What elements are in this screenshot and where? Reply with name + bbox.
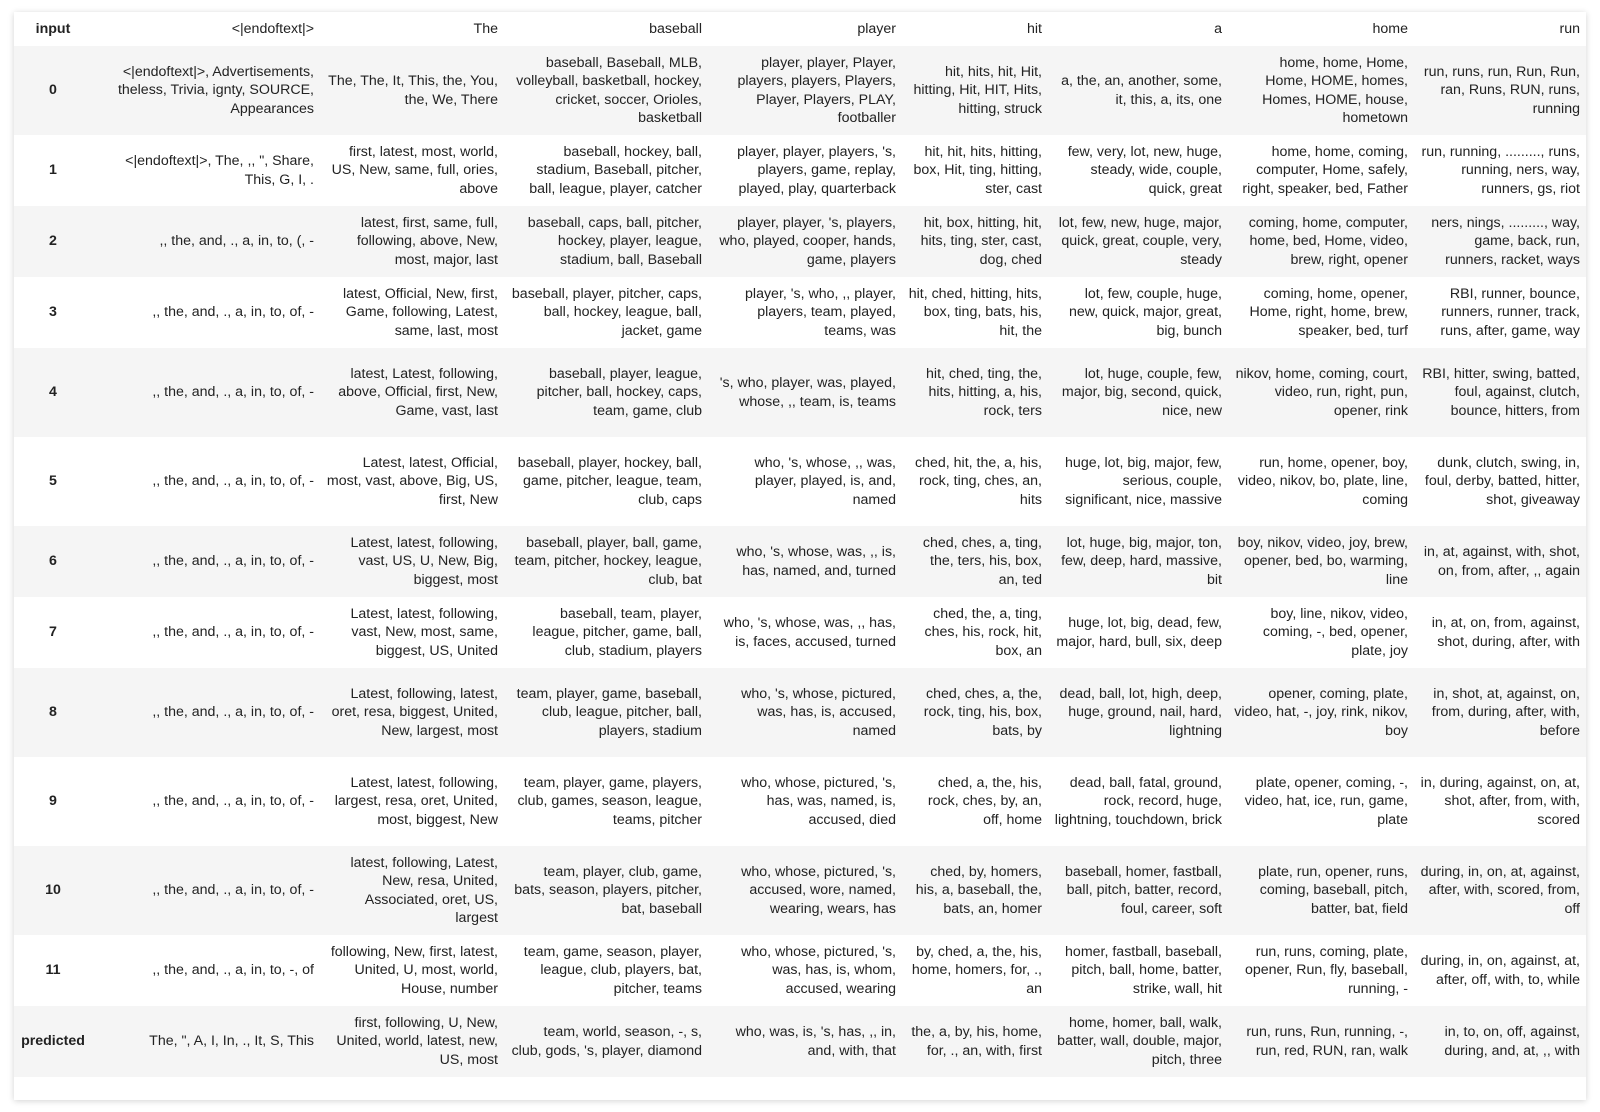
table-cell: latest, Latest, following, above, Official, first, New, Game, vast, last — [338, 365, 498, 419]
table-cell: Latest, latest, Official, most, vast, above, Big, US, first, New — [326, 454, 498, 508]
table-cell: team, player, club, game, bats, season, players, pitcher, bat, baseball — [514, 863, 702, 917]
table-cell: nikov, home, coming, court, video, run, right, pun, opener, rink — [1235, 365, 1408, 419]
column-header: hit — [902, 12, 1048, 46]
table-cell: baseball, caps, ball, pitcher, hockey, player, league, stadium, ball, Baseball — [527, 214, 702, 268]
table-cell: in, during, against, on, at, shot, after, from, with, scored — [1420, 774, 1580, 828]
table-cell: baseball, team, player, league, pitcher, game, ball, club, stadium, players — [532, 605, 702, 659]
table-cell: hit, ched, hitting, hits, box, ting, bats, his, hit, the — [908, 285, 1042, 339]
table-cell: hit, box, hitting, hit, hits, ting, ster, cast, dog, ched — [920, 214, 1042, 268]
table-cell: Latest, latest, following, largest, resa, oret, United, most, biggest, New — [334, 774, 498, 828]
table-cell: player, player, Player, players, players, Players, Player, Players, PLAY, footballer — [737, 54, 896, 126]
table-cell: who, was, is, 's, has, ,, in, and, with, that — [735, 1024, 896, 1059]
table-cell: baseball, Baseball, MLB, volleyball, basketball, hockey, cricket, soccer, Orioles, basketball — [516, 54, 702, 126]
table-cell: latest, first, same, full, following, above, New, most, major, last — [356, 214, 498, 268]
row-label: 7 — [49, 624, 57, 641]
table-cell: who, whose, pictured, 's, has, was, named, is, accused, died — [741, 774, 896, 828]
table-cell: ched, by, homers, his, a, baseball, the, bats, an, homer — [915, 863, 1042, 917]
table-cell: hit, ched, ting, the, hits, hitting, a, his, rock, ters — [926, 365, 1042, 419]
row-label: 1 — [49, 162, 57, 179]
column-header: home — [1228, 12, 1414, 46]
table-row — [14, 668, 1586, 757]
table-cell: few, very, lot, new, huge, steady, wide, couple, quick, great — [1067, 143, 1222, 197]
table-cell: ,, the, and, ., a, in, to, of, - — [152, 304, 314, 321]
table-cell: ched, ches, a, ting, the, ters, his, box, an, ted — [922, 534, 1042, 588]
table-cell: opener, coming, plate, video, hat, -, joy, rink, nikov, boy — [1234, 685, 1408, 739]
table-cell: ,, the, and, ., a, in, to, of, - — [152, 624, 314, 641]
table-cell: first, latest, most, world, US, New, same, full, ories, above — [331, 143, 498, 197]
table-cell: ,, the, and, ., a, in, to, of, - — [152, 882, 314, 899]
table-cell: coming, home, opener, Home, right, home, brew, speaker, bed, turf — [1249, 285, 1408, 339]
table-row — [14, 526, 1586, 597]
table-cell: ched, the, a, ting, ches, his, rock, hit, box, an — [924, 605, 1042, 659]
table-row — [14, 277, 1586, 348]
table-cell: home, homer, ball, walk, batter, wall, double, major, pitch, three — [1057, 1014, 1222, 1068]
table-cell: baseball, player, pitcher, caps, ball, hockey, league, ball, jacket, game — [511, 285, 702, 339]
table-cell: player, player, 's, players, who, played, cooper, hands, game, players — [719, 214, 896, 268]
table-cell: lot, huge, big, major, ton, few, deep, hard, massive, bit — [1061, 534, 1222, 588]
table-row — [14, 1006, 1586, 1077]
table-cell: ched, a, the, his, rock, ches, by, an, off, home — [927, 774, 1042, 828]
table-cell: dead, ball, fatal, ground, rock, record, huge, lightning, touchdown, brick — [1054, 774, 1222, 828]
row-label: 6 — [49, 553, 57, 570]
table-cell: homer, fastball, baseball, pitch, ball, home, batter, strike, wall, hit — [1065, 943, 1222, 997]
table-cell: lot, huge, couple, few, major, big, second, quick, nice, new — [1061, 365, 1222, 419]
table-cell: hit, hit, hits, hitting, box, Hit, ting, hitting, ster, cast — [913, 143, 1042, 197]
table-cell: boy, nikov, video, joy, brew, opener, bed, bo, warming, line — [1237, 534, 1408, 588]
table-row — [14, 46, 1586, 135]
table-cell: home, home, Home, Home, HOME, homes, Homes, HOME, house, hometown — [1262, 54, 1408, 126]
table-cell: player, player, players, 's, players, game, replay, played, play, quarterback — [737, 143, 896, 197]
table-cell: in, shot, at, against, on, from, during, after, with, before — [1431, 685, 1580, 739]
logit-lens-table — [14, 12, 1586, 1077]
table-cell: huge, lot, big, major, few, serious, couple, significant, nice, massive — [1065, 454, 1222, 508]
table-cell: lot, few, new, huge, major, quick, great, couple, very, steady — [1058, 214, 1222, 268]
table-cell: ,, the, and, ., a, in, to, of, - — [152, 473, 314, 490]
table-cell: ched, hit, the, a, his, rock, ting, ches, an, hits — [915, 454, 1042, 508]
table-cell: dunk, clutch, swing, in, foul, derby, batted, hitter, shot, giveaway — [1424, 454, 1580, 508]
table-cell: in, at, against, with, shot, on, from, after, ,, again — [1423, 544, 1580, 579]
table-cell: The, The, It, This, the, You, the, We, There — [328, 73, 498, 108]
table-row — [14, 757, 1586, 846]
table-cell: Latest, latest, following, vast, US, U, New, Big, biggest, most — [350, 534, 498, 588]
table-row — [14, 348, 1586, 437]
row-label: predicted — [21, 1033, 85, 1050]
column-header: run — [1414, 12, 1586, 46]
table-cell: team, world, season, -, s, club, gods, 's, player, diamond — [511, 1024, 702, 1059]
table-row — [14, 437, 1586, 526]
table-row — [14, 206, 1586, 277]
row-label: 10 — [45, 882, 61, 899]
table-cell: who, 's, whose, ,, was, player, played, is, and, named — [754, 454, 896, 508]
table-cell: plate, run, opener, runs, coming, baseball, pitch, batter, bat, field — [1258, 863, 1408, 917]
table-cell: dead, ball, lot, high, deep, huge, ground, nail, hard, lightning — [1059, 685, 1222, 739]
row-label: 3 — [49, 304, 57, 321]
table-cell: 's, who, player, was, played, whose, ,, team, is, teams — [719, 375, 896, 410]
table-cell: lot, few, couple, huge, new, quick, major, great, big, bunch — [1069, 285, 1222, 339]
table-cell: ,, the, and, ., a, in, to, of, - — [152, 553, 314, 570]
table-row — [14, 135, 1586, 206]
table-cell: plate, opener, coming, -, video, hat, ice, run, game, plate — [1244, 774, 1408, 828]
table-cell: player, 's, who, ,, player, players, team, played, teams, was — [745, 285, 896, 339]
column-header: The — [320, 12, 504, 46]
table-cell: Latest, following, latest, oret, resa, biggest, United, New, largest, most — [331, 685, 498, 739]
table-cell: run, runs, coming, plate, opener, Run, fly, baseball, running, - — [1245, 943, 1408, 997]
table-cell: latest, Official, New, first, Game, following, Latest, same, last, most — [342, 285, 498, 339]
row-label: 11 — [45, 962, 61, 979]
table-cell: baseball, homer, fastball, ball, pitch, batter, record, foul, career, soft — [1065, 863, 1222, 917]
table-cell: during, in, on, against, at, after, off, with, to, while — [1420, 953, 1580, 988]
table-cell: who, 's, whose, was, ,, is, has, named, and, turned — [736, 544, 896, 579]
table-cell: run, running, ........., runs, running, ners, way, runners, gs, riot — [1421, 143, 1580, 197]
row-label: 9 — [49, 793, 57, 810]
header-row — [14, 12, 1586, 46]
table-cell: latest, following, Latest, New, resa, United, Associated, oret, US, largest — [350, 854, 498, 926]
table-cell: first, following, U, New, United, world, latest, new, US, most — [336, 1014, 498, 1068]
table-cell: run, runs, Run, running, -, run, red, RUN, ran, walk — [1246, 1024, 1408, 1059]
table-cell: hit, hits, hit, Hit, hitting, Hit, HIT, Hits, hitting, struck — [913, 63, 1042, 117]
table-cell: baseball, hockey, ball, stadium, Baseball, pitcher, ball, league, player, catcher — [529, 143, 702, 197]
column-header: input — [14, 12, 92, 46]
table-cell: baseball, player, ball, game, team, pitcher, hockey, league, club, bat — [514, 534, 702, 588]
table-cell: <|endoftext|>, Advertisements, theless, Trivia, ignty, SOURCE, Appearances — [117, 63, 314, 117]
table-cell: run, runs, run, Run, Run, ran, Runs, RUN, runs, running — [1423, 63, 1580, 117]
table-cell: who, whose, pictured, 's, was, has, is, whom, accused, wearing — [741, 943, 896, 997]
table-cell: Latest, latest, following, vast, New, most, same, biggest, US, United — [350, 605, 498, 659]
table-cell: ched, ches, a, the, rock, ting, his, box, bats, by — [923, 685, 1042, 739]
column-header: a — [1048, 12, 1228, 46]
table-cell: ,, the, and, ., a, in, to, of, - — [152, 384, 314, 401]
table-cell: home, home, coming, computer, Home, safely, right, speaker, bed, Father — [1242, 143, 1408, 197]
logit-lens-table-container — [14, 12, 1586, 1100]
table-row — [14, 597, 1586, 668]
table-cell: ,, the, and, ., a, in, to, -, of — [152, 962, 314, 979]
table-cell: ,, the, and, ., a, in, to, of, - — [152, 793, 314, 810]
table-cell: who, whose, pictured, 's, accused, wore, named, wearing, wears, has — [741, 863, 896, 917]
table-cell: coming, home, computer, home, bed, Home, video, brew, right, opener — [1248, 214, 1408, 268]
table-cell: team, player, game, baseball, club, league, pitcher, ball, players, stadium — [516, 685, 702, 739]
column-header: baseball — [504, 12, 708, 46]
table-cell: in, to, on, off, against, during, and, at, ,, with — [1444, 1024, 1580, 1059]
table-row — [14, 846, 1586, 935]
row-label: 0 — [49, 82, 57, 99]
table-cell: who, 's, whose, was, ,, has, is, faces, accused, turned — [723, 615, 896, 650]
table-cell: team, game, season, player, league, club, players, bat, pitcher, teams — [523, 943, 702, 997]
table-cell: baseball, player, hockey, ball, game, pitcher, league, team, club, caps — [517, 454, 702, 508]
table-cell: ,, the, and, ., a, in, to, (, - — [159, 233, 314, 250]
table-cell: in, at, on, from, against, shot, during, after, with — [1431, 615, 1580, 650]
row-label: 2 — [49, 233, 57, 250]
table-cell: by, ched, a, the, his, home, homers, for, ., an — [911, 943, 1042, 997]
table-cell: during, in, on, at, against, after, with, scored, from, off — [1420, 863, 1580, 917]
table-cell: the, a, by, his, home, for, ., an, with, first — [911, 1024, 1042, 1059]
table-cell: baseball, player, league, pitcher, ball, hockey, caps, team, game, club — [536, 365, 702, 419]
table-cell: ners, nings, ........., way, game, back, run, runners, racket, ways — [1431, 214, 1580, 268]
column-header: <|endoftext|> — [92, 12, 320, 46]
table-cell: team, player, game, players, club, games, season, league, teams, pitcher — [517, 774, 702, 828]
table-cell: The, ", A, I, In, ., It, S, This — [149, 1033, 314, 1050]
table-cell: run, home, opener, boy, video, nikov, bo, plate, line, coming — [1237, 454, 1408, 508]
column-header: player — [708, 12, 902, 46]
row-label: 8 — [49, 704, 57, 721]
row-label: 4 — [49, 384, 57, 401]
table-cell: ,, the, and, ., a, in, to, of, - — [152, 704, 314, 721]
table-cell: following, New, first, latest, United, U, most, world, House, number — [330, 943, 498, 997]
table-cell: huge, lot, big, dead, few, major, hard, bull, six, deep — [1056, 615, 1222, 650]
row-label: 5 — [49, 473, 57, 490]
table-cell: RBI, hitter, swing, batted, foul, against, clutch, bounce, hitters, from — [1422, 365, 1580, 419]
table-cell: <|endoftext|>, The, ,, ", Share, This, G, I, . — [125, 153, 314, 188]
table-cell: a, the, an, another, some, it, this, a, its, one — [1061, 73, 1222, 108]
table-cell: boy, line, nikov, video, coming, -, bed, opener, plate, joy — [1262, 605, 1408, 659]
table-cell: RBI, runner, bounce, runners, runner, track, runs, after, game, way — [1440, 285, 1580, 339]
table-row — [14, 935, 1586, 1006]
table-cell: who, 's, whose, pictured, was, has, is, accused, named — [741, 685, 896, 739]
